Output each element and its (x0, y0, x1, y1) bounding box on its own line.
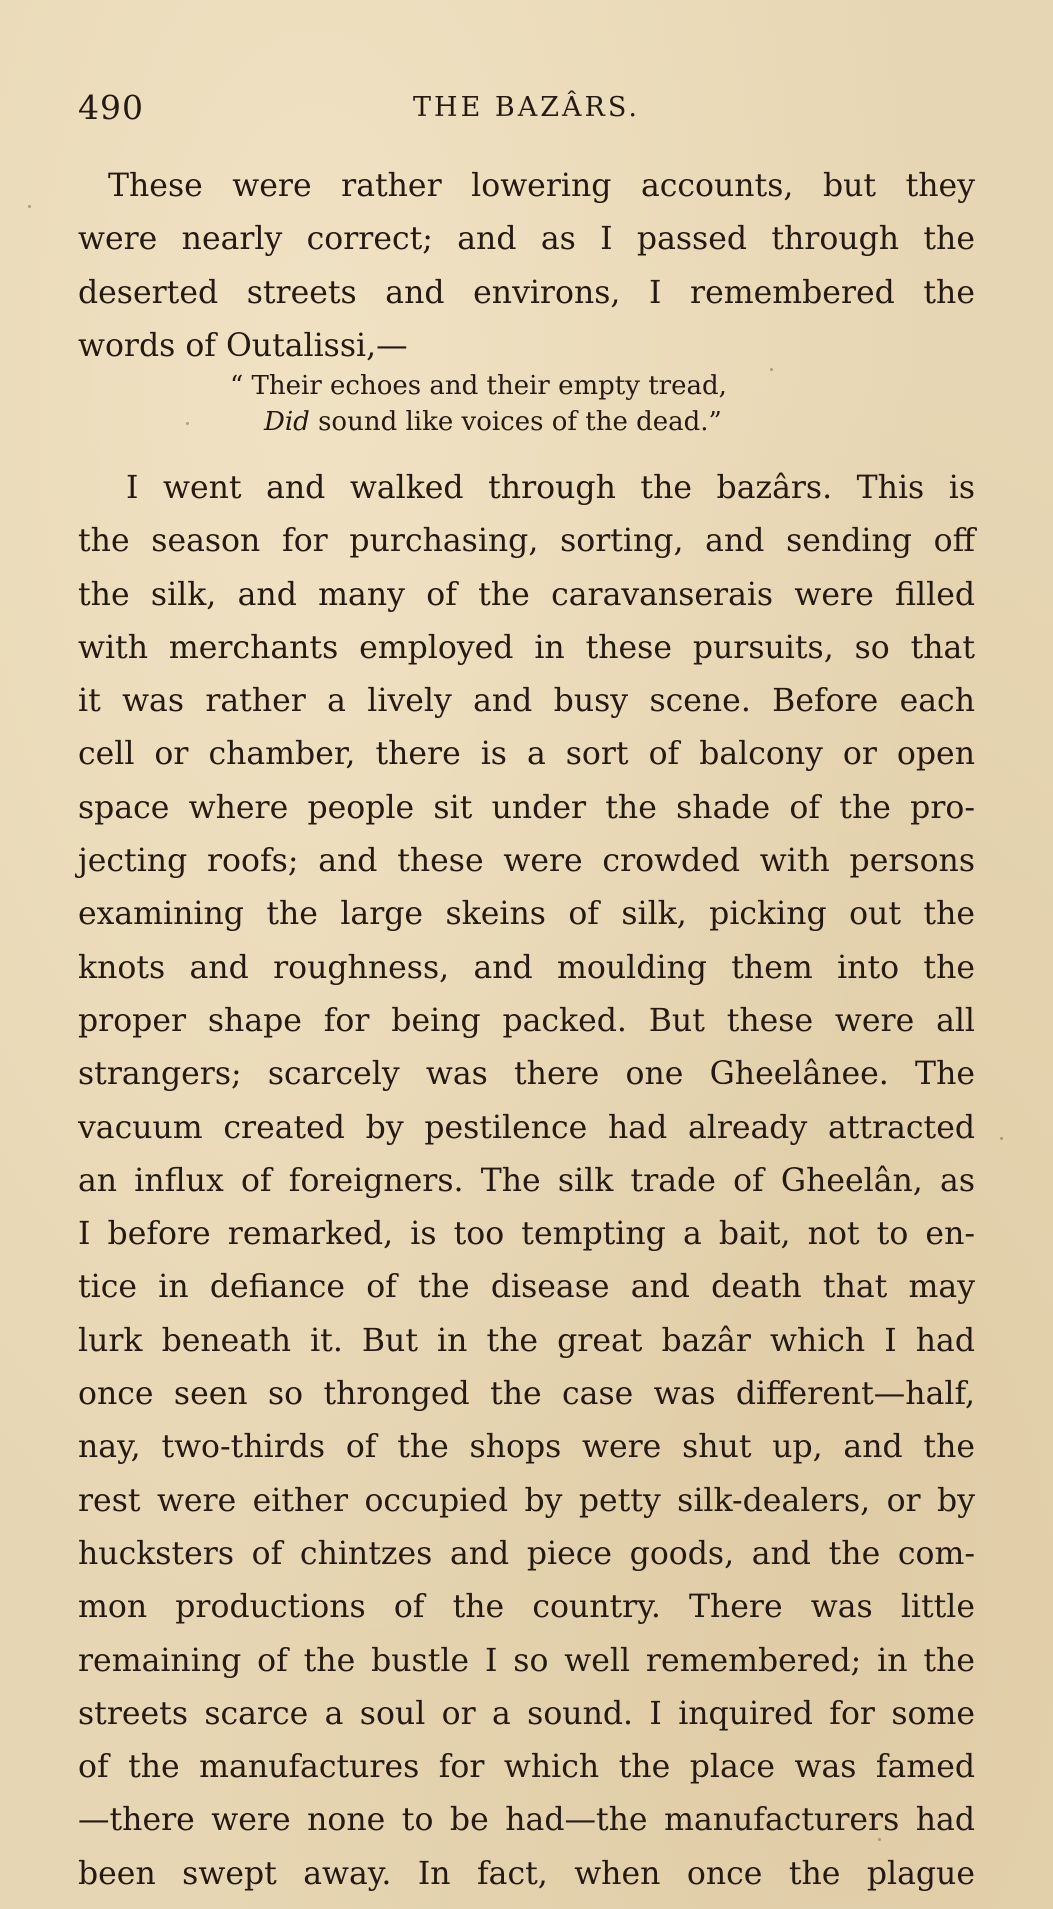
text-line: cell or chamber, there is a sort of balcony or open (78, 736, 975, 773)
text-line: deserted streets and environs, I remembered the (78, 274, 975, 311)
text-line: the season for purchasing, sorting, and sending off (78, 523, 975, 560)
text-line: —there were none to be had—the manufacturers had (78, 1802, 975, 1839)
paragraph-1 (78, 160, 975, 373)
verse-italic-word: Did (264, 407, 310, 437)
text-line: space where people sit under the shade of the pro- (78, 789, 975, 826)
text-line: These were rather lowering accounts, but they (108, 168, 975, 204)
text-line: mon productions of the country. There was little (78, 1589, 975, 1626)
paper-speck (28, 205, 31, 208)
text-line: nay, two-thirds of the shops were shut up, and the (78, 1429, 975, 1466)
text-line: were nearly correct; and as I passed through the (78, 221, 975, 258)
page-number: 490 (78, 88, 144, 127)
verse-line-text: sound like voices of the dead.” (309, 407, 722, 437)
page-header (78, 88, 975, 138)
text-line: words of Outalissi,— (78, 327, 408, 364)
text-line: once seen so thronged the case was different—half, (78, 1376, 975, 1413)
text-line: remaining of the bustle I so well remembered; in the (78, 1642, 975, 1679)
text-line: jecting roofs; and these were crowded with persons (78, 843, 975, 880)
paragraph-2 (78, 462, 975, 1901)
running-title: THE BAZÂRS. (413, 92, 640, 123)
paper-speck (770, 368, 773, 371)
text-line: of the manufactures for which the place was famed (78, 1749, 975, 1786)
text-line: vacuum created by pestilence had already attracted (78, 1109, 975, 1146)
text-line: with merchants employed in these pursuits, so that (78, 629, 975, 666)
verse-line: “ Their echoes and their empty tread, (230, 371, 727, 401)
text-line: I went and walked through the bazârs. This is (126, 470, 975, 506)
text-line: been swept away. In fact, when once the plague (78, 1855, 975, 1892)
text-line: streets scarce a soul or a sound. I inquired for some (78, 1695, 975, 1732)
verse-line (230, 404, 727, 440)
text-line: it was rather a lively and busy scene. Before each (78, 683, 975, 720)
text-line: tice in defiance of the disease and death that may (78, 1269, 975, 1306)
text-line: strangers; scarcely was there one Gheelânee. The (78, 1056, 975, 1093)
text-line: I before remarked, is too tempting a bait, not to en- (78, 1216, 975, 1253)
paper-speck (186, 422, 189, 425)
text-line: hucksters of chintzes and piece goods, and the com- (78, 1535, 975, 1572)
text-line: examining the large skeins of silk, picking out the (78, 896, 975, 933)
text-line: an influx of foreigners. The silk trade of Gheelân, as (78, 1162, 975, 1199)
text-line: lurk beneath it. But in the great bazâr which I had (78, 1322, 975, 1359)
text-line: rest were either occupied by petty silk-dealers, or by (78, 1482, 975, 1519)
text-line: the silk, and many of the caravanserais were filled (78, 576, 975, 613)
text-line: knots and roughness, and moulding them into the (78, 949, 975, 986)
verse-quotation (230, 368, 727, 440)
text-line: proper shape for being packed. But these were all (78, 1002, 975, 1039)
paper-speck (878, 1838, 881, 1841)
paper-speck (1000, 1137, 1003, 1140)
